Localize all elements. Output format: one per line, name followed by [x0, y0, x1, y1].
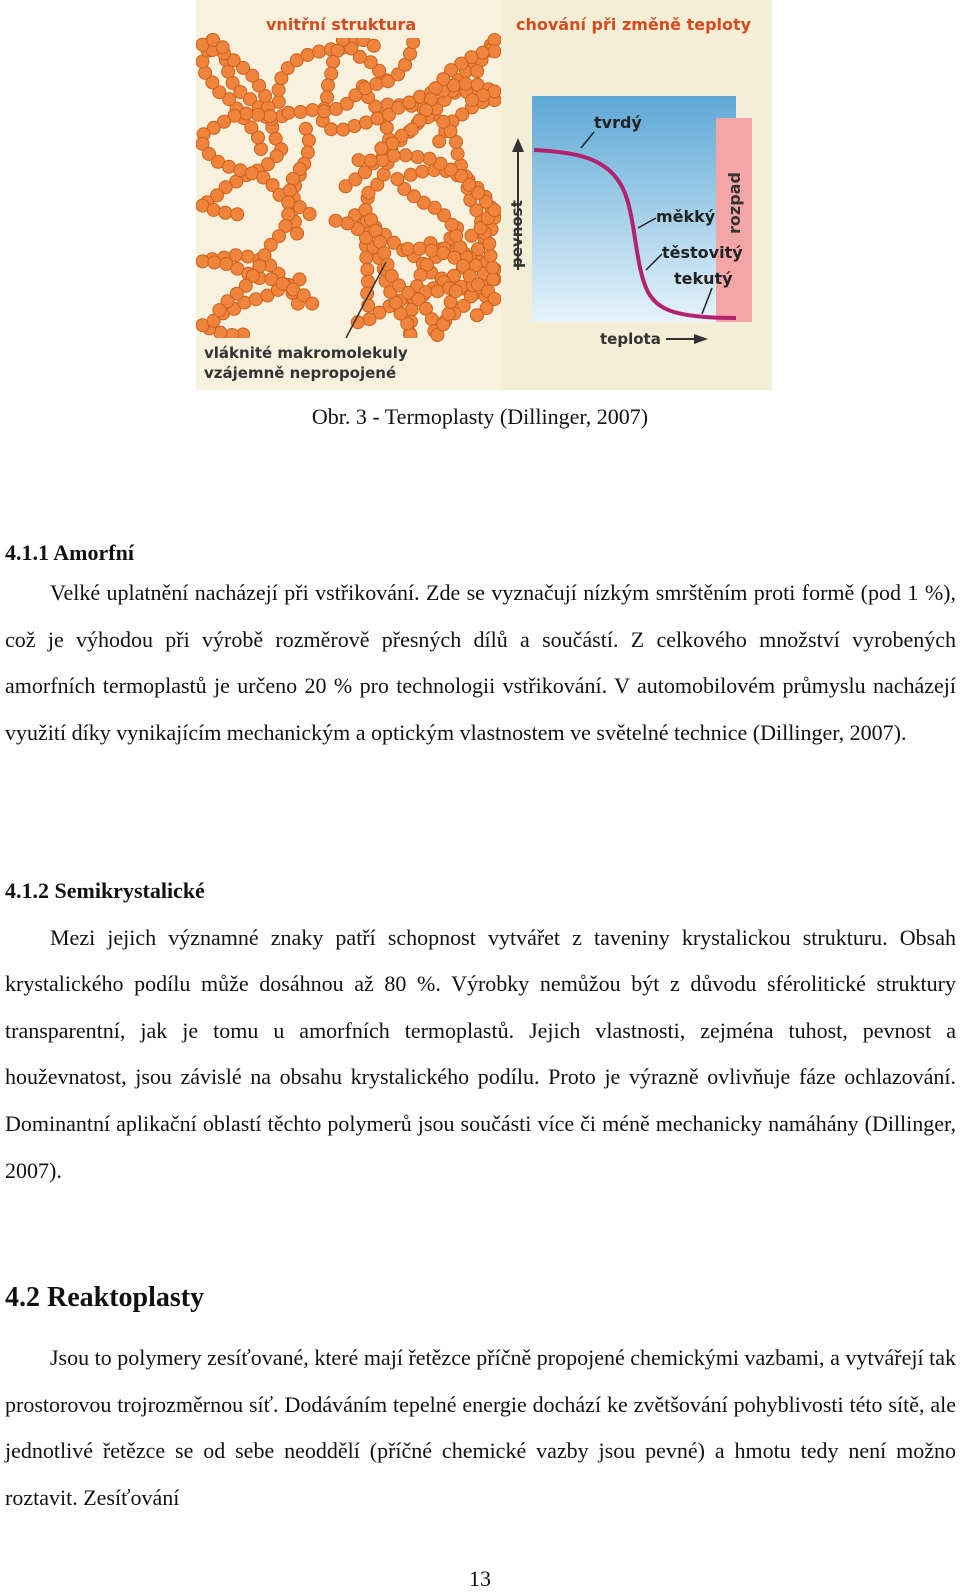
chain-bead	[219, 206, 232, 219]
y-axis-label: pevnost	[508, 200, 526, 268]
chain-bead	[282, 208, 295, 221]
state-hard-label: tvrdý	[594, 113, 642, 132]
chain-bead	[370, 78, 383, 91]
figure-illustration	[196, 0, 772, 390]
chain-bead	[433, 135, 446, 148]
chain-bead	[282, 106, 295, 119]
chain-bead	[207, 203, 220, 216]
chain-bead	[378, 247, 391, 260]
chain-bead	[401, 242, 414, 255]
paragraph-semicrystalline-text: Mezi jejich významné znaky patří schopnost vytvářet z taveniny krystalickou strukturu. Obsah krystalického podílu může dosáhnou až 80 %. Výrobky nemůžou být z důvodu sférolitické struktury transparentní, jak je tomu u amorfních termoplastů. Jejich vlastnosti, zejména tuhost, pevnost a houževnatost, jsou závislé na obsahu krystalického podílu. Proto je výrazně ovlivňuje fáze ochlazování. Dominantní aplikační oblastí těchto polymerů jsou součásti více či méně mechanicky namáhány (Dillinger, 2007).	[5, 924, 956, 1183]
chain-bead	[327, 55, 340, 68]
behavior-label: chování při změně teploty	[516, 15, 752, 34]
decomposition-label: rozpad	[725, 172, 744, 234]
page-number: 13	[469, 1566, 491, 1591]
chain-bead	[484, 249, 497, 262]
state-fluid-label: tekutý	[674, 269, 733, 288]
structure-label: vnitřní struktura	[266, 15, 417, 34]
chain-bead	[294, 105, 307, 118]
chain-bead	[391, 173, 404, 186]
paragraph-amorphous: Velké uplatnění nacházejí při vstřikování. Zde se vyznačují nízkým smrštěním proti formě (pod 1 %), což je výhodou při výrobě rozměrově přesných dílů a součástí. Z celkového množství vyrobených amorfních termoplastů je určeno 20 % pro technologii vstřikování. V automobilovém průmyslu nacházejí využití díky vynikajícím mechanickým a optickým vlastnostem ve světelné technice (Dillinger, 2007).	[5, 580, 956, 745]
state-soft-label: měkký	[656, 207, 716, 226]
chain-bead	[471, 309, 484, 322]
chain-bead	[252, 108, 265, 121]
chain-bead	[234, 164, 247, 177]
paragraph-thermosets: Jsou to polymery zesíťované, které mají řetězce příčně propojené chemickými vazbami, a vytvářejí tak prostorovou trojrozměrnou síť. Dodáváním tepelné energie dochází ke zvětšování pohyblivosti této sítě, ale jednotlivé řetězce se od sebe neoddělí (příčné chemické vazby jsou pevné) a hmotu tedy není možno roztavit. Zesíťování	[5, 1345, 956, 1510]
chain-bead	[367, 39, 380, 52]
chain-bead	[282, 196, 295, 209]
thermoplastics-figure	[196, 0, 772, 390]
chain-bead	[413, 242, 426, 255]
chain-bead	[404, 47, 417, 60]
chain-bead	[325, 67, 338, 80]
chain-bead	[371, 112, 384, 125]
x-axis-label: teplota	[600, 330, 661, 348]
chain-bead	[306, 297, 319, 310]
chain-bead	[231, 208, 244, 221]
chain-bead	[286, 172, 299, 185]
chain-bead	[486, 261, 499, 274]
chain-bead	[411, 151, 424, 164]
chain-bead	[329, 214, 342, 227]
chain-bead	[416, 165, 429, 178]
chain-bead	[442, 307, 455, 320]
chain-bead	[364, 154, 377, 167]
chain-bead	[466, 94, 479, 107]
chain-bead	[375, 142, 388, 155]
chain-bead	[264, 110, 277, 123]
chain-bead	[222, 160, 235, 173]
chain-bead	[313, 45, 326, 58]
section-heading-amorphous: 4.1.1 Amorfní	[5, 540, 134, 565]
chain-bead	[213, 304, 226, 317]
state-doughy-label: těstovitý	[662, 243, 743, 262]
chain-bead	[301, 48, 314, 61]
chain-bead	[363, 313, 376, 326]
chain-bead	[459, 77, 472, 90]
molecules-label-line1: vláknité makromolekuly	[204, 344, 408, 362]
chain-bead	[348, 120, 361, 133]
chain-bead	[322, 79, 335, 92]
chain-bead	[425, 244, 438, 257]
chain-bead	[471, 65, 484, 78]
chain-bead	[303, 208, 316, 221]
chain-bead	[302, 134, 315, 147]
chain-bead	[376, 154, 389, 167]
chain-bead	[249, 293, 262, 306]
chain-bead	[404, 168, 417, 181]
chain-bead	[306, 104, 319, 117]
chain-bead	[321, 91, 334, 104]
chain-bead	[341, 217, 354, 230]
figure-caption: Obr. 3 - Termoplasty (Dillinger, 2007)	[311, 404, 649, 429]
chain-bead	[399, 149, 412, 162]
chain-bead	[216, 41, 229, 54]
chain-bead	[299, 122, 312, 135]
chain-bead	[241, 250, 254, 263]
chain-bead	[272, 83, 285, 96]
chain-bead	[240, 107, 253, 120]
section-heading-thermosets: 4.2 Reaktoplasty	[5, 1282, 205, 1313]
chain-bead	[291, 227, 304, 240]
chain-bead	[451, 147, 464, 160]
chain-bead	[487, 273, 500, 286]
chain-bead	[361, 263, 374, 276]
chain-bead	[325, 123, 338, 136]
chain-bead	[318, 105, 331, 118]
paragraph-semicrystalline	[5, 868, 960, 1194]
chain-bead	[449, 285, 462, 298]
chain-bead	[283, 184, 296, 197]
section-heading-semicrystalline: 4.1.2 Semikrystalické	[5, 878, 205, 903]
chain-bead	[352, 154, 365, 167]
chain-bead	[423, 152, 436, 165]
chain-bead	[351, 316, 364, 329]
chain-bead	[431, 285, 444, 298]
molecules-label-line2: vzájemně nepropojené	[204, 364, 397, 382]
chain-bead	[196, 255, 209, 268]
chain-bead	[208, 256, 221, 269]
chain-bead	[488, 45, 501, 58]
chain-bead	[254, 143, 267, 156]
